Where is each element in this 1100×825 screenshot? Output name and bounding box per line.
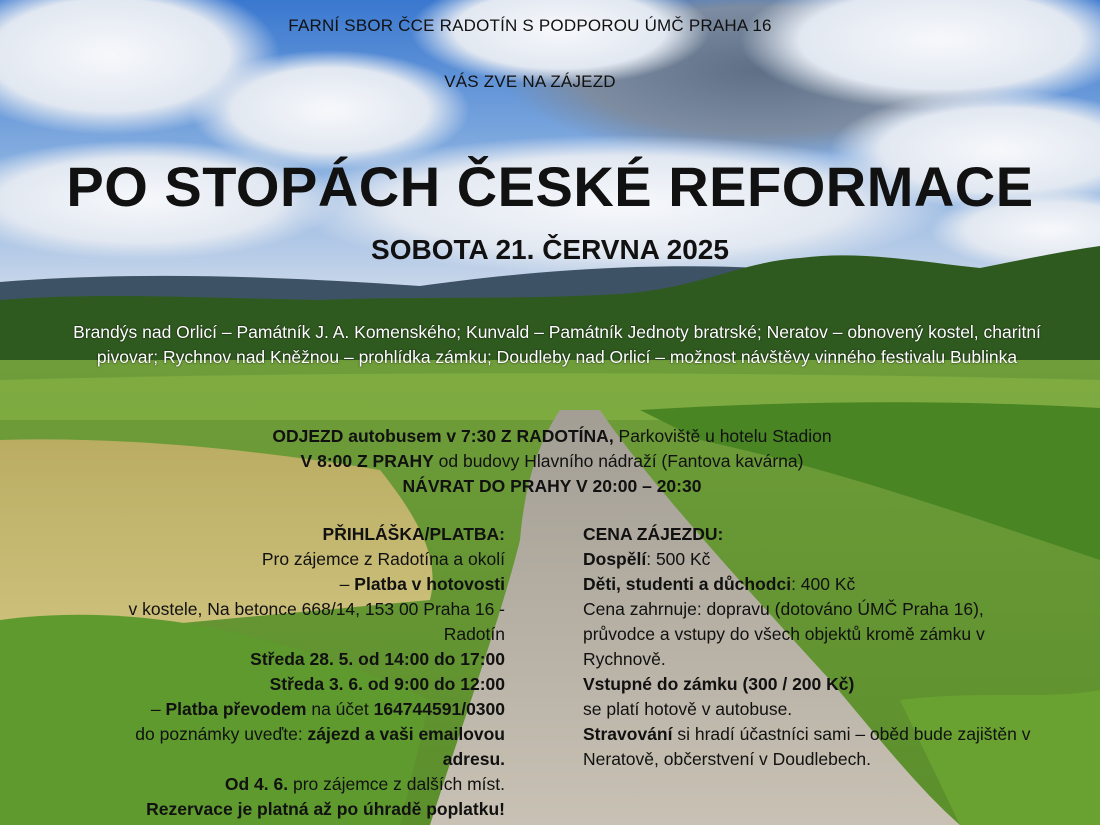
registration-local: Pro zájemce z Radotína a okolí <box>261 549 505 569</box>
page-title: PO STOPÁCH ČESKÉ REFORMACE <box>66 155 1034 218</box>
route-line-1: Brandýs nad Orlicí – Památník J. A. Komenského; Kunvald – Památník Jednoty bratrské; Neratov – obnovený kostel, charitní <box>73 322 1041 342</box>
price-heading: CENA ZÁJEZDU: <box>583 524 724 544</box>
transfer-label: Platba převodem <box>165 699 307 719</box>
price-includes-line-1: Cena zahrnuje: dopravu (dotováno ÚMČ Praha 16), <box>583 599 984 619</box>
cash-slot-1: Středa 28. 5. od 14:00 do 17:00 <box>250 649 505 669</box>
food-line-1 <box>583 722 1083 747</box>
event-date: SOBOTA 21. ČERVNA 2025 <box>371 234 729 265</box>
departure-radotin-place: Parkoviště u hotelu Stadion <box>613 426 832 446</box>
transfer-payment <box>70 697 505 722</box>
transfer-mid: na účet <box>306 699 374 719</box>
payment-note-line-1 <box>70 722 505 747</box>
price-reduced <box>583 572 1083 597</box>
registration-column <box>70 522 505 822</box>
food-label: Stravování <box>583 724 673 744</box>
payment-note-text: do poznámky uveďte: <box>135 724 308 744</box>
cash-place-line-2: Radotín <box>443 624 505 644</box>
food-text: si hradí účastníci sami – oběd bude zajištěn v <box>672 724 1031 744</box>
cash-payment-label: Platba v hotovosti <box>354 574 505 594</box>
price-reduced-value: : 400 Kč <box>791 574 856 594</box>
route-line-2: pivovar; Rychnov nad Kněžnou – prohlídka zámku; Doudleby nad Orlicí – možnost návštěvy vinného festivalu Bublinka <box>96 347 1018 367</box>
departure-prague <box>0 451 1100 472</box>
other-participants-date: Od 4. 6. <box>224 774 289 794</box>
departure-prague-place: od budovy Hlavního nádraží (Fantova kavárna) <box>433 451 804 471</box>
castle-entry-note: se platí hotově v autobuse. <box>583 699 793 719</box>
other-participants <box>70 772 505 797</box>
cash-place-line-1: v kostele, Na betonce 668/14, 153 00 Praha 16 - <box>128 599 505 619</box>
price-adult-label: Dospělí <box>583 549 647 569</box>
castle-entry: Vstupné do zámku (300 / 200 Kč) <box>583 674 855 694</box>
payment-note-line-2: adresu. <box>442 749 505 769</box>
cash-slot-2: Středa 3. 6. od 9:00 do 12:00 <box>269 674 505 694</box>
payment-note-bold: zájezd a vaši emailovou <box>307 724 505 744</box>
price-reduced-label: Děti, studenti a důchodci <box>583 574 792 594</box>
organizer-line: FARNÍ SBOR ČCE RADOTÍN S PODPOROU ÚMČ PRAHA 16 <box>288 16 772 35</box>
price-column <box>583 522 1083 772</box>
price-adult <box>583 547 1083 572</box>
food-line-2: Neratově, občerstvení v Doudlebech. <box>583 749 871 769</box>
departure-radotin <box>0 426 1100 447</box>
departure-radotin-bold: ODJEZD autobusem v 7:30 Z RADOTÍNA, <box>272 426 614 446</box>
reservation-notice: Rezervace je platná až po úhradě poplatku! <box>146 799 505 819</box>
other-participants-text: pro zájemce z dalších míst. <box>288 774 505 794</box>
bank-account: 164744591/0300 <box>373 699 505 719</box>
return-time <box>0 476 1100 497</box>
return-time-bold: NÁVRAT DO PRAHY V 20:00 – 20:30 <box>402 476 702 496</box>
route-description <box>12 320 1100 370</box>
cash-payment <box>70 572 505 597</box>
price-adult-value: : 500 Kč <box>646 549 711 569</box>
transfer-dash: – <box>150 699 166 719</box>
departure-prague-bold: V 8:00 Z PRAHY <box>300 451 434 471</box>
price-includes-line-2: průvodce a vstupy do všech objektů kromě zámku v <box>583 624 985 644</box>
price-includes-line-3: Rychnově. <box>583 649 666 669</box>
registration-heading: PŘIHLÁŠKA/PLATBA: <box>322 524 505 544</box>
invitation-line: VÁS ZVE NA ZÁJEZD <box>444 72 616 91</box>
cash-dash: – <box>339 574 355 594</box>
